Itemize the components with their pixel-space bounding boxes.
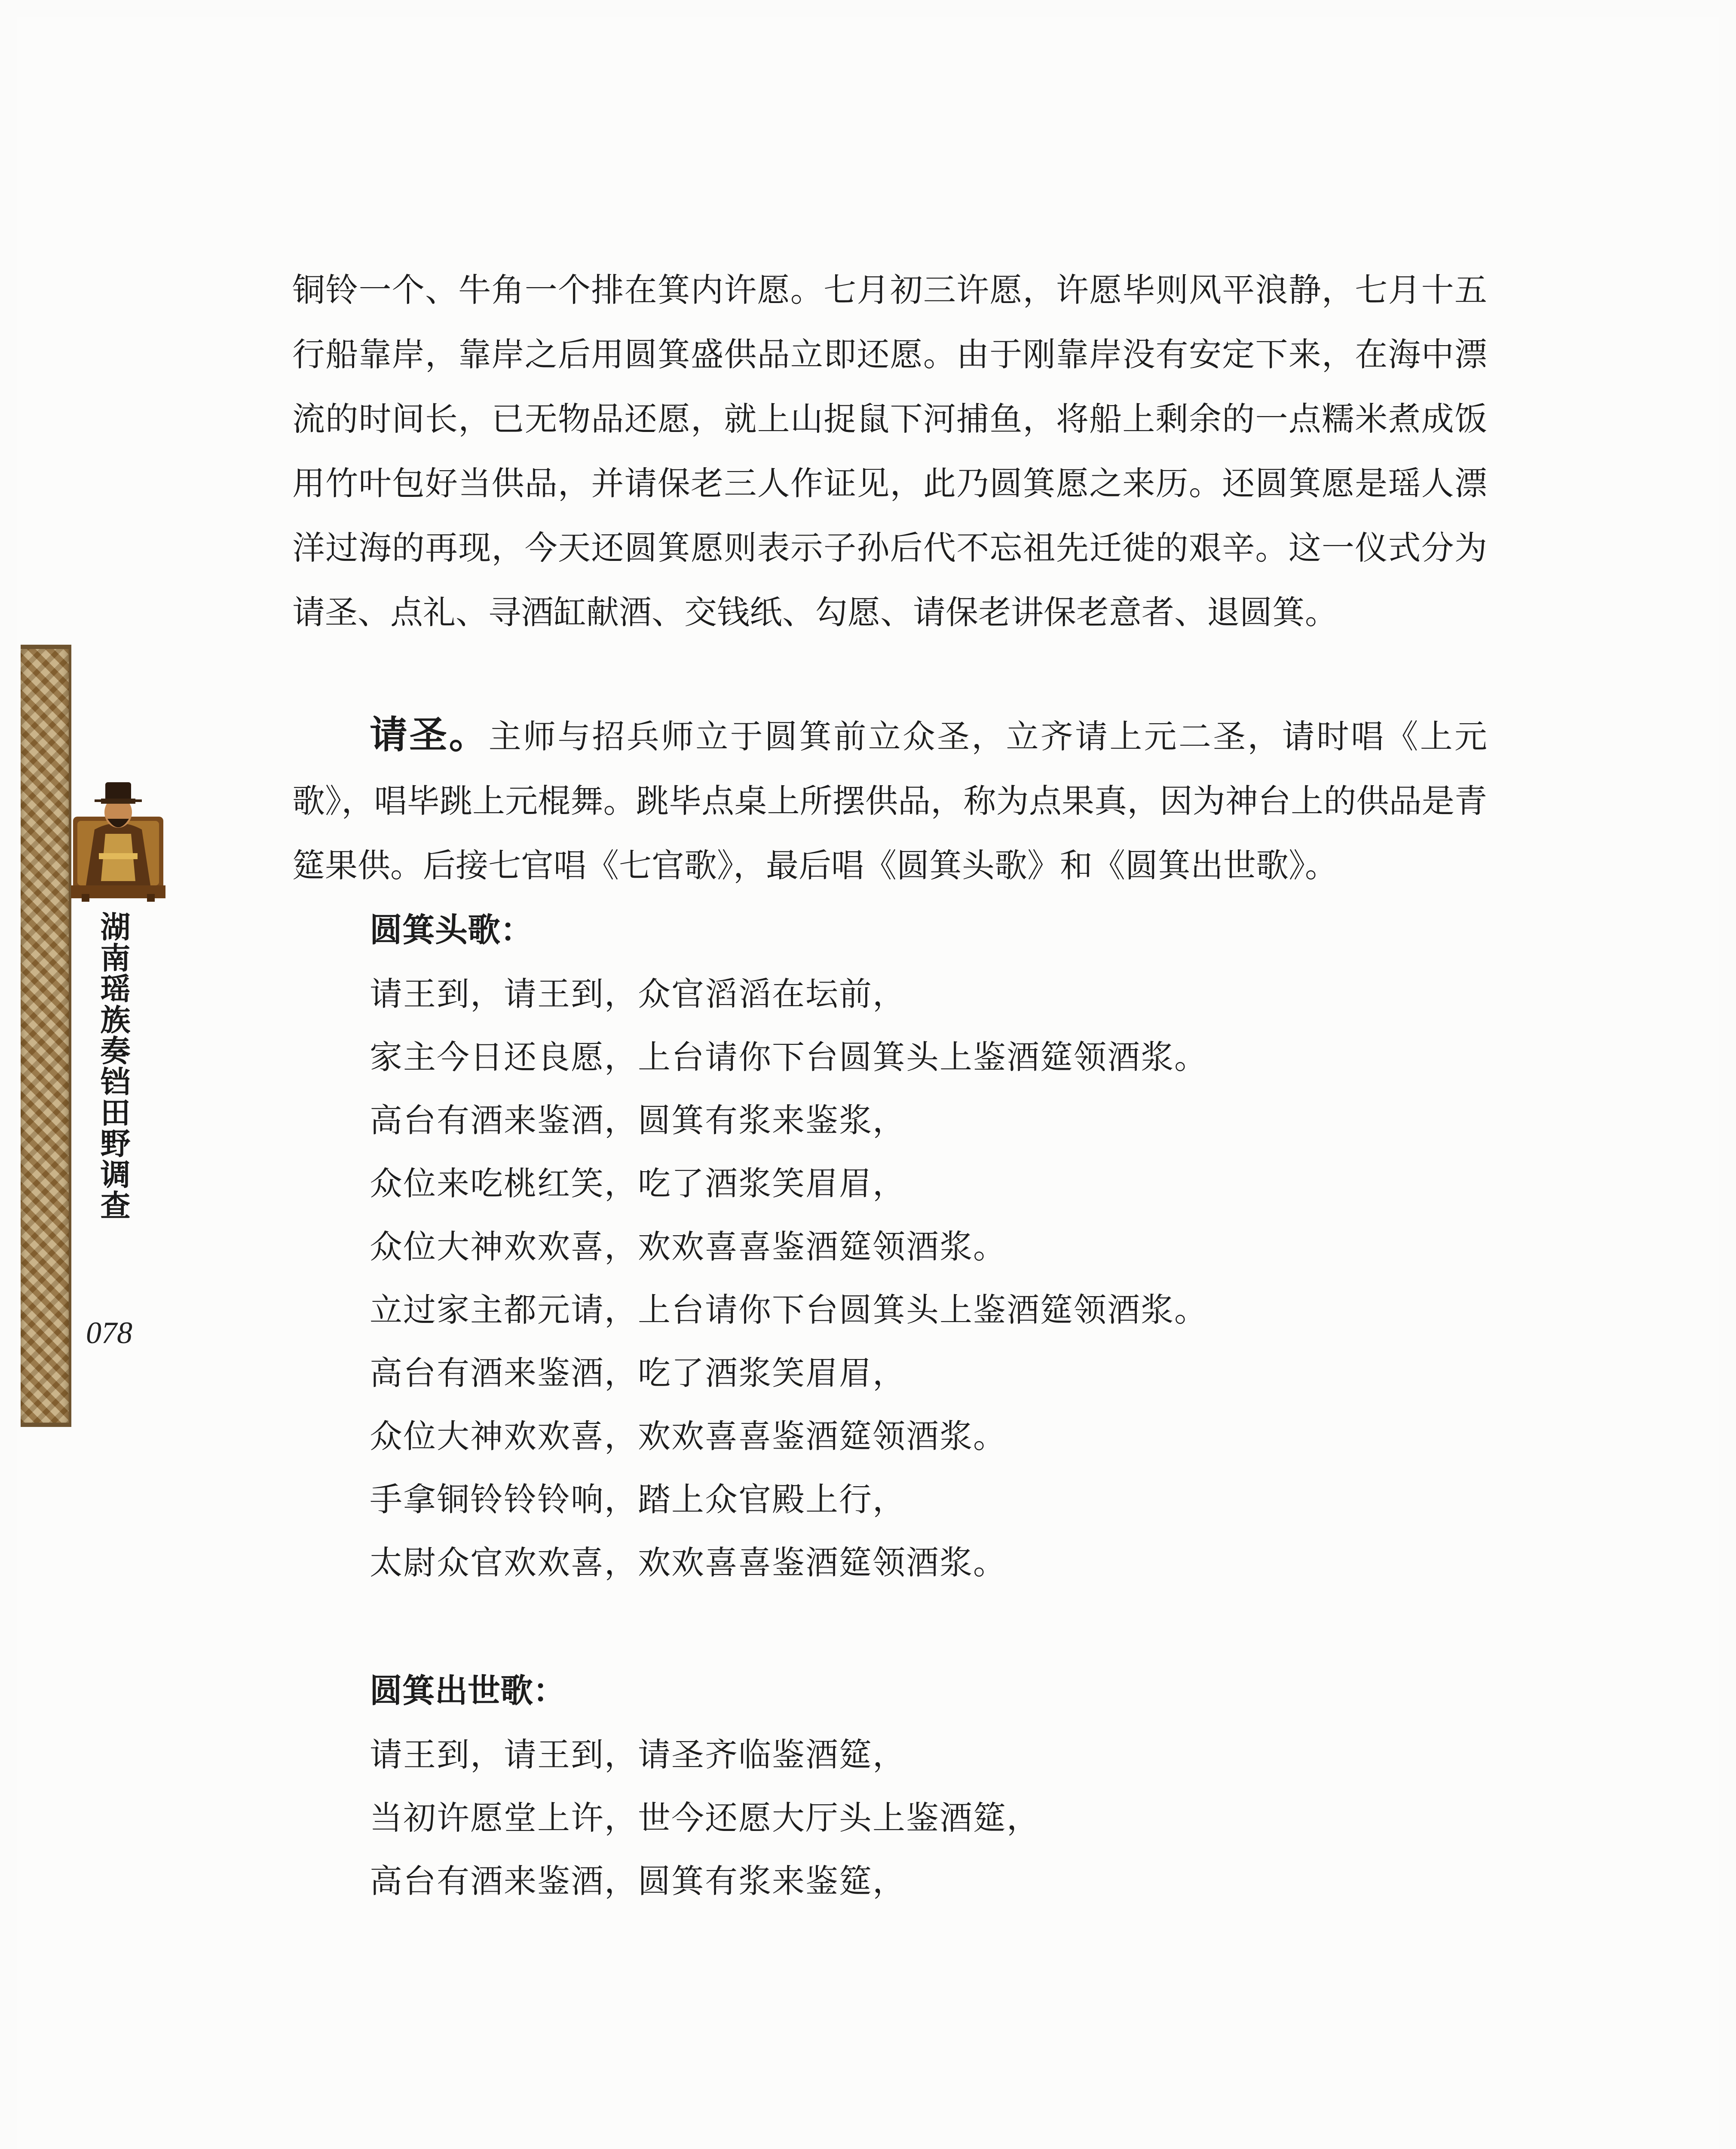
song-yuanji-tou — [292, 898, 1487, 1594]
strip-bottom-edge — [21, 1423, 71, 1427]
song-line: 高台有酒来鉴酒，圆箕有浆来鉴浆， — [370, 1101, 906, 1139]
series-title-vertical: 湖南瑶族奏铛田野调查 — [95, 911, 131, 1221]
page-number: 078 — [86, 1316, 132, 1350]
seated-deity-figure-icon — [64, 765, 172, 903]
song-line: 众位来吃桃红笑，吃了酒浆笑眉眉， — [370, 1164, 906, 1203]
section-lead-term: 请圣。 — [370, 713, 489, 757]
song-line: 太尉众官欢欢喜，欢欢喜喜鉴酒筵领酒浆。 — [370, 1543, 1007, 1582]
song-line: 高台有酒来鉴酒，圆箕有浆来鉴筵， — [370, 1862, 906, 1900]
song-line: 众位大神欢欢喜，欢欢喜喜鉴酒筵领酒浆。 — [370, 1417, 1007, 1455]
song-yuanji-chushi — [292, 1659, 1487, 1913]
section-paragraph — [292, 703, 1487, 898]
section-qingsheng — [292, 703, 1487, 898]
song-line: 立过家主都元请，上台请你下台圆箕头上鉴酒筵领酒浆。 — [370, 1291, 1208, 1329]
song-line: 请王到，请王到，请圣齐临鉴酒筵， — [370, 1736, 906, 1774]
strip-top-edge — [21, 645, 71, 649]
song-line: 高台有酒来鉴酒，吃了酒浆笑眉眉， — [370, 1354, 906, 1392]
song-title: 圆箕出世歌： — [370, 1671, 566, 1710]
song-line: 手拿铜铃铃铃响，踏上众官殿上行， — [370, 1480, 906, 1518]
song-line: 当初许愿堂上许，世今还愿大厅头上鉴酒筵， — [370, 1799, 1040, 1837]
song-line: 家主今日还良愿，上台请你下台圆箕头上鉴酒筵领酒浆。 — [370, 1038, 1208, 1076]
song-line: 请王到，请王到，众官滔滔在坛前， — [370, 975, 906, 1013]
main-content — [292, 258, 1487, 1913]
decorative-border-strip — [21, 645, 71, 1427]
song-title: 圆箕头歌： — [370, 911, 533, 949]
section-body-text: 主师与招兵师立于圆箕前立众圣，立齐请上元二圣，请时唱《上元歌》，唱毕跳上元棍舞。跳毕点桌上所摆供品，称为点果真，因为神台上的供品是青筵果供。后接七官唱《七官歌》，最后唱《圆箕头歌》和《圆箕出世歌》。 — [292, 717, 1487, 885]
intro-paragraph: 铜铃一个、牛角一个排在箕内许愿。七月初三许愿，许愿毕则风平浪静，七月十五行船靠岸，靠岸之后用圆箕盛供品立即还愿。由于刚靠岸没有安定下来，在海中漂流的时间长，已无物品还愿，就上山捉鼠下河捕鱼，将船上剩余的一点糯米煮成饭用竹叶包好当供品，并请保老三人作证见，此乃圆箕愿之来历。还圆箕愿是瑶人漂洋过海的再现，今天还圆箕愿则表示子孙后代不忘祖先迁徙的艰辛。这一仪式分为请圣、点礼、寻酒缸献酒、交钱纸、勾愿、请保老讲保老意者、退圆箕。 — [292, 271, 1487, 631]
song-line: 众位大神欢欢喜，欢欢喜喜鉴酒筵领酒浆。 — [370, 1228, 1007, 1266]
